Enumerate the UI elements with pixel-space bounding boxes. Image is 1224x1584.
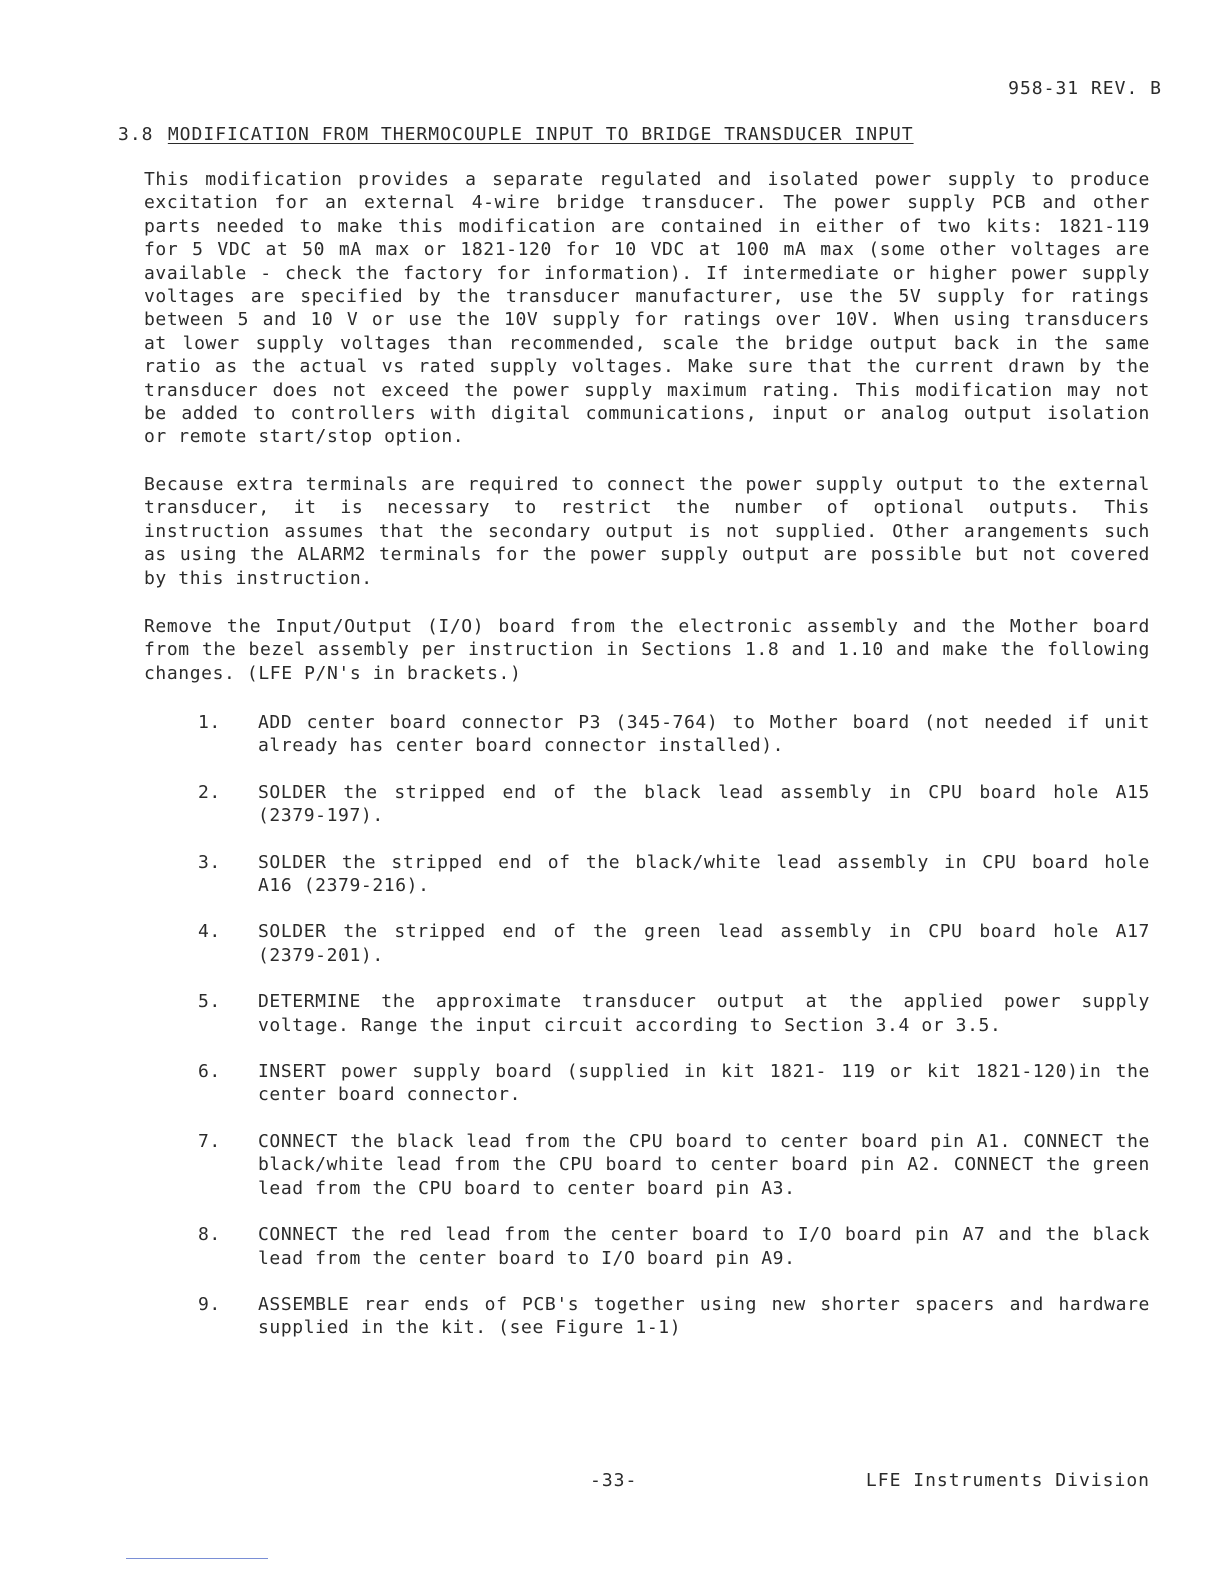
step-text: CONNECT the red lead from the center board to I/O board pin A7 and the black lead from the center board to I/O board pin A9. [258, 1224, 1150, 1269]
step-item [198, 1223, 1150, 1270]
footnote-divider [126, 1558, 268, 1559]
step-number: 4. [198, 921, 221, 943]
step-text: DETERMINE the approximate transducer output at the applied power supply voltage. Range the input circuit according to Section 3.4 or 3.5. [258, 991, 1150, 1036]
step-number: 1. [198, 712, 221, 733]
paragraph-intro: This modification provides a separate regulated and isolated power supply to produce excitation for an external 4-wire bridge transducer. The power supply PCB and other parts needed to make this modification are contained in either of two kits: 1821-119 for 5 VDC at 50 mA max or 1821-120 for 10 VDC at 100 mA max (some other voltages are available - check the factory for information). If intermediate or higher power supply voltages are specified by the transducer manufacturer, use the 5V supply for ratings between 5 and 10 V or use the 10V supply for ratings over 10V. When using transducers at lower supply voltages than recommended, scale the bridge output back in the same ratio as the actual vs rated supply voltages. Make sure that the current drawn by the transducer does not exceed the power supply maximum rating. This modification may not be added to controllers with digital communications, input or analog output isolation or remote start/stop option. [144, 169, 1150, 448]
step-item [198, 920, 1150, 967]
page-number: -33- [590, 1470, 638, 1491]
step-number: 2. [198, 781, 221, 803]
step-item [198, 990, 1150, 1037]
step-number: 9. [198, 1293, 221, 1315]
step-item [198, 781, 1150, 828]
step-text: CONNECT the black lead from the CPU board to center board pin A1. CONNECT the black/white lead from the CPU board to center board pin A2. CONNECT the green lead from the CPU board to center board pin A3. [258, 1130, 1150, 1199]
step-text: SOLDER the stripped end of the green lead assembly in CPU board hole A17 (2379-201). [258, 921, 1150, 966]
step-text: ADD center board connector P3 (345-764) to Mother board (not needed if unit already has center board connector installed). [258, 712, 1150, 757]
paragraph-remove-boards: Remove the Input/Output (I/O) board from the electronic assembly and the Mother board from the bezel assembly per instruction in Sections 1.8 and 1.10 and make the following changes. (LFE P/N's in brackets.) [144, 616, 1150, 684]
step-number: 5. [198, 991, 221, 1013]
section-title: MODIFICATION FROM THERMOCOUPLE INPUT TO BRIDGE TRANSDUCER INPUT [167, 124, 914, 145]
step-item [198, 1060, 1150, 1107]
footer-division: LFE Instruments Division [865, 1470, 1150, 1491]
step-item [198, 711, 1150, 758]
step-item [198, 1293, 1150, 1340]
step-number: 7. [198, 1130, 221, 1152]
step-number: 6. [198, 1061, 221, 1083]
step-text: ASSEMBLE rear ends of PCB's together using new shorter spacers and hardware supplied in the kit. (see Figure 1-1) [258, 1293, 1150, 1339]
step-text: INSERT power supply board (supplied in kit 1821- 119 or kit 1821-120)in the center board connector. [258, 1061, 1150, 1106]
step-text: SOLDER the stripped end of the black/white lead assembly in CPU board hole A16 (2379-216). [258, 851, 1150, 897]
document-number: 958-31 REV. B [1008, 78, 1162, 99]
paragraph-terminals: Because extra terminals are required to connect the power supply output to the external transducer, it is necessary to restrict the number of optional outputs. This instruction assumes that the secondary output is not supplied. Other arangements such as using the ALARM2 terminals for the power supply output are possible but not covered by this instruction. [144, 474, 1150, 589]
instruction-steps [198, 711, 1150, 1363]
section-heading [118, 124, 914, 145]
step-text: SOLDER the stripped end of the black lead assembly in CPU board hole A15 (2379-197). [258, 781, 1150, 827]
section-number: 3.8 [118, 124, 154, 145]
step-number: 8. [198, 1224, 221, 1246]
step-item [198, 851, 1150, 898]
step-item [198, 1130, 1150, 1200]
step-number: 3. [198, 851, 221, 873]
